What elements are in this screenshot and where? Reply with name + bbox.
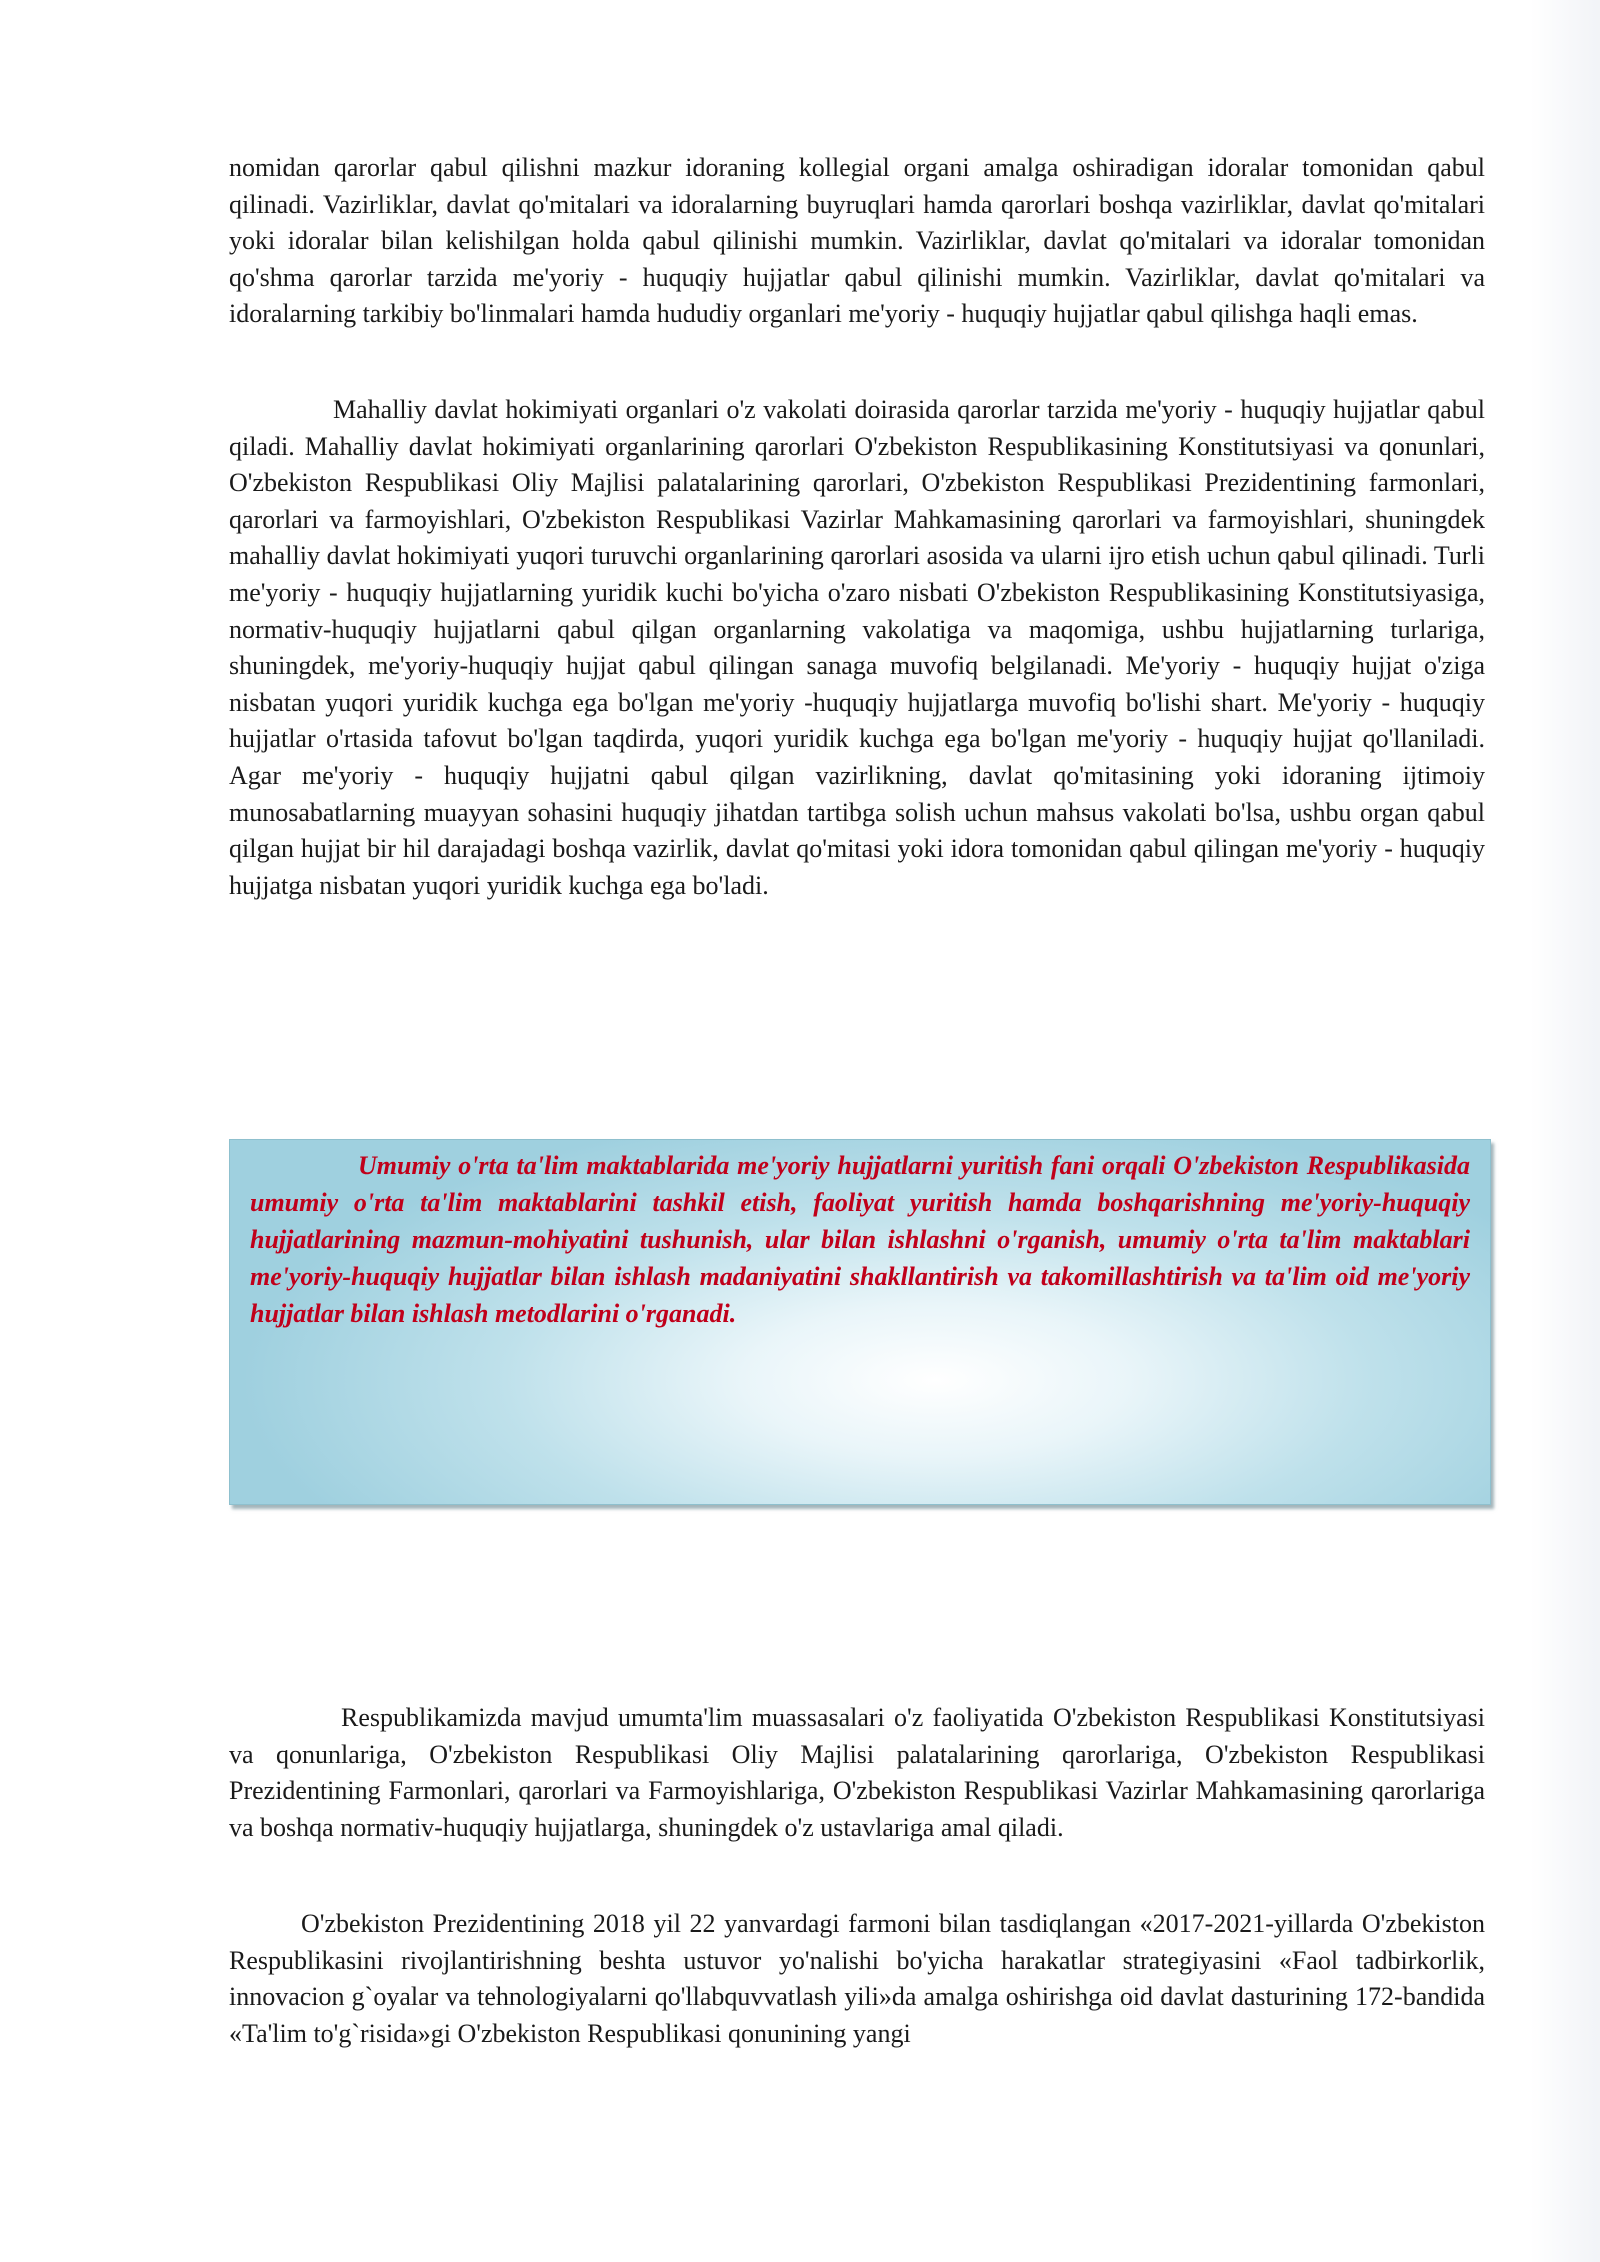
- highlight-callout-box: [229, 1139, 1491, 1505]
- paragraph-2-text: Mahalliy davlat hokimiyati organlari o'z vakolati doirasida qarorlar tarzida me'yoriy - huquqiy hujjatlar qabul qiladi. Mahalliy davlat hokimiyati organlarining qarorlari O'zbekiston Respublikasining Konstitutsiyasi va qonunlari, O'zbekiston Respublikasi Oliy Majlisi palatalarining qarorlari, O'zbekiston Respublikasi Prezidentining farmonlari, qarorlari va farmoyishlari, O'zbekiston Respublikasi Vazirlar Mahkamasining qarorlari va farmoyishlari, shuningdek mahalliy davlat hokimiyati yuqori turuvchi organlarining qarorlari asosida va ularni ijro etish uchun qabul qilinadi. Turli me'yoriy - huquqiy hujjatlarning yuridik kuchi bo'yicha o'zaro nisbati O'zbekiston Respublikasining Konstitutsiyasiga, normativ-huquqiy hujjatlarni qabul qilgan organlarning vakolatiga va maqomiga, ushbu hujjatlarning turlariga, shuningdek, me'yoriy-huquqiy hujjat qabul qilingan sanaga muvofiq belgilanadi. Me'yoriy - huquqiy hujjat o'ziga nisbatan yuqori yuridik kuchga ega bo'lgan me'yoriy -huquqiy hujjatlarga muvofiq bo'lishi shart. Me'yoriy - huquqiy hujjatlar o'rtasida tafovut bo'lgan taqdirda, yuqori yuridik kuchga ega bo'lgan me'yoriy - huquqiy hujjat qo'llaniladi. Agar me'yoriy - huquqiy hujjatni qabul qilgan vazirlikning, davlat qo'mitasining yoki idoraning ijtimoiy munosabatlarning muayyan sohasini huquqiy jihatdan tartibga solish uchun mahsus vakolati bo'lsa, ushbu organ qabul qilgan hujjat bir hil darajadagi boshqa vazirlik, davlat qo'mitasi yoki idora tomonidan qabul qilingan me'yoriy - huquqiy hujjatga nisbatan yuqori yuridik kuchga ega bo'ladi.: [229, 395, 1485, 900]
- paragraph-4-text: O'zbekiston Prezidentining 2018 yil 22 yanvardagi farmoni bilan tasdiqlangan «2017-2021-yillarda O'zbekiston Respublikasini rivojlantirishning beshta ustuvor yo'nalishi bo'yicha harakatlar strategiyasini «Faol tadbirkorlik, innovacion g`oyalar va tehnologiyalarni qo'llabquvvatlash yili»da amalga oshirishga oid davlat dasturining 172-bandida «Ta'lim to'g`risida»gi O'zbekiston Respublikasi qonunining yangi: [229, 1909, 1485, 2048]
- paragraph-3-text: Respublikamizda mavjud umumta'lim muassasalari o'z faoliyatida O'zbekiston Respublikasi Konstitutsiyasi va qonunlariga, O'zbekiston Respublikasi Oliy Majlisi palatalarining qarorlariga, O'zbekiston Respublikasi Prezidentining Farmonlari, qarorlari va Farmoyishlariga, O'zbekiston Respublikasi Vazirlar Mahkamasining qarorlariga va boshqa normativ-huquqiy hujjatlarga, shuningdek o'z ustavlariga amal qiladi.: [229, 1703, 1485, 1842]
- paragraph-1: [229, 150, 1485, 333]
- page-edge-shadow: [1530, 0, 1600, 2262]
- paragraph-4: [229, 1906, 1485, 2052]
- paragraph-2: [229, 392, 1485, 904]
- callout-text: Umumiy o'rta ta'lim maktablarida me'yoriy hujjatlarni yuritish fani orqali O'zbekiston Respublikasida umumiy o'rta ta'lim maktablarini tashkil etish, faoliyat yuritish hamda boshqarishning me'yoriy-huquqiy hujjatlarining mazmun-mohiyatini tushunish, ular bilan ishlashni o'rganish, umumiy o'rta ta'lim maktablari me'yoriy-huquqiy hujjatlar bilan ishlash madaniyatini shakllantirish va takomillashtirish va ta'lim oid me'yoriy hujjatlar bilan ishlash metodlarini o'rganadi.: [250, 1151, 1470, 1328]
- paragraph-1-text: nomidan qarorlar qabul qilishni mazkur idoraning kollegial organi amalga oshiradigan idoralar tomonidan qabul qilinadi. Vazirliklar, davlat qo'mitalari va idoralarning buyruqlari hamda qarorlari boshqa vazirliklar, davlat qo'mitalari yoki idoralar bilan kelishilgan holda qabul qilinishi mumkin. Vazirliklar, davlat qo'mitalari va idoralar tomonidan qo'shma qarorlar tarzida me'yoriy - huquqiy hujjatlar qabul qilinishi mumkin. Vazirliklar, davlat qo'mitalari va idoralarning tarkibiy bo'linmalari hamda hududiy organlari me'yoriy - huquqiy hujjatlar qabul qilishga haqli emas.: [229, 153, 1485, 329]
- paragraph-3: [229, 1700, 1485, 1846]
